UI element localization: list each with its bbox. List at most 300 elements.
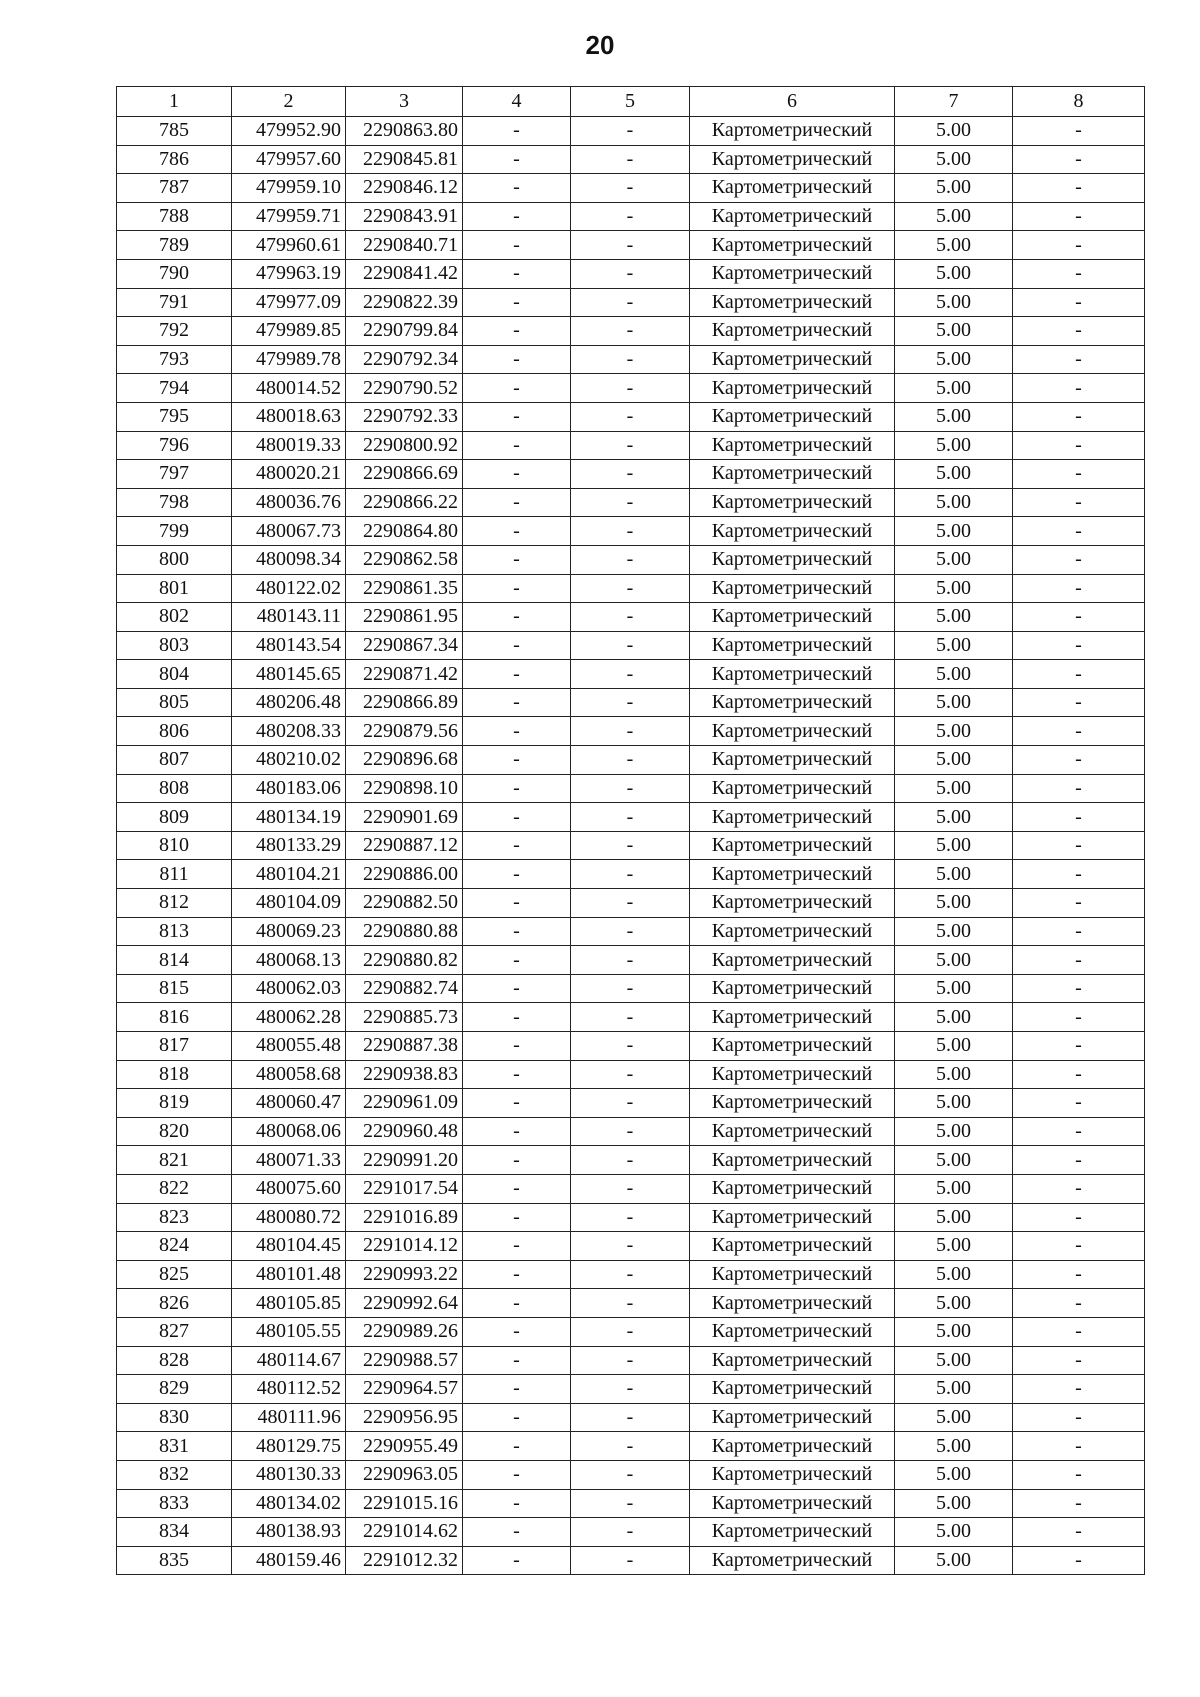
col8-cell: -	[1013, 1518, 1145, 1547]
col4-cell: -	[463, 1146, 571, 1175]
accuracy-cell: 5.00	[895, 1460, 1013, 1489]
method-cell: Картометрический	[690, 746, 895, 775]
col4-cell: -	[463, 603, 571, 632]
method-cell: Картометрический	[690, 317, 895, 346]
accuracy-cell: 5.00	[895, 174, 1013, 203]
point-number-cell: 819	[117, 1089, 232, 1118]
y-coordinate-cell: 2291014.62	[346, 1518, 463, 1547]
col4-cell: -	[463, 374, 571, 403]
table-row	[117, 1032, 1145, 1061]
point-number-cell: 785	[117, 117, 232, 146]
method-cell: Картометрический	[690, 631, 895, 660]
table-row	[117, 974, 1145, 1003]
method-cell: Картометрический	[690, 1346, 895, 1375]
point-number-cell: 820	[117, 1117, 232, 1146]
col8-cell: -	[1013, 1232, 1145, 1261]
col8-cell: -	[1013, 974, 1145, 1003]
y-coordinate-cell: 2290843.91	[346, 202, 463, 231]
col5-cell: -	[571, 259, 690, 288]
col4-cell: -	[463, 145, 571, 174]
y-coordinate-cell: 2290988.57	[346, 1346, 463, 1375]
point-number-cell: 796	[117, 431, 232, 460]
col5-cell: -	[571, 174, 690, 203]
accuracy-cell: 5.00	[895, 1346, 1013, 1375]
accuracy-cell: 5.00	[895, 631, 1013, 660]
col5-cell: -	[571, 345, 690, 374]
col4-cell: -	[463, 259, 571, 288]
col5-cell: -	[571, 889, 690, 918]
table-row	[117, 1232, 1145, 1261]
col4-cell: -	[463, 1403, 571, 1432]
method-cell: Картометрический	[690, 889, 895, 918]
col8-cell: -	[1013, 1032, 1145, 1061]
y-coordinate-cell: 2290956.95	[346, 1403, 463, 1432]
x-coordinate-cell: 480210.02	[232, 746, 346, 775]
method-cell: Картометрический	[690, 1260, 895, 1289]
table-row	[117, 545, 1145, 574]
accuracy-cell: 5.00	[895, 1546, 1013, 1575]
x-coordinate-cell: 480014.52	[232, 374, 346, 403]
column-header: 7	[895, 87, 1013, 117]
point-number-cell: 793	[117, 345, 232, 374]
x-coordinate-cell: 480208.33	[232, 717, 346, 746]
x-coordinate-cell: 479960.61	[232, 231, 346, 260]
point-number-cell: 810	[117, 831, 232, 860]
col5-cell: -	[571, 1432, 690, 1461]
col8-cell: -	[1013, 660, 1145, 689]
x-coordinate-cell: 480062.28	[232, 1003, 346, 1032]
method-cell: Картометрический	[690, 1317, 895, 1346]
point-number-cell: 833	[117, 1489, 232, 1518]
method-cell: Картометрический	[690, 402, 895, 431]
method-cell: Картометрический	[690, 946, 895, 975]
col5-cell: -	[571, 1546, 690, 1575]
method-cell: Картометрический	[690, 259, 895, 288]
y-coordinate-cell: 2290880.82	[346, 946, 463, 975]
x-coordinate-cell: 480159.46	[232, 1546, 346, 1575]
col4-cell: -	[463, 574, 571, 603]
col4-cell: -	[463, 317, 571, 346]
point-number-cell: 831	[117, 1432, 232, 1461]
x-coordinate-cell: 480071.33	[232, 1146, 346, 1175]
col8-cell: -	[1013, 402, 1145, 431]
table-row	[117, 1346, 1145, 1375]
method-cell: Картометрический	[690, 1460, 895, 1489]
method-cell: Картометрический	[690, 1432, 895, 1461]
point-number-cell: 788	[117, 202, 232, 231]
x-coordinate-cell: 480058.68	[232, 1060, 346, 1089]
y-coordinate-cell: 2290879.56	[346, 717, 463, 746]
accuracy-cell: 5.00	[895, 345, 1013, 374]
col4-cell: -	[463, 1260, 571, 1289]
table-row	[117, 1489, 1145, 1518]
x-coordinate-cell: 479989.78	[232, 345, 346, 374]
col5-cell: -	[571, 774, 690, 803]
point-number-cell: 799	[117, 517, 232, 546]
table-row	[117, 460, 1145, 489]
table-row	[117, 1289, 1145, 1318]
y-coordinate-cell: 2290846.12	[346, 174, 463, 203]
point-number-cell: 800	[117, 545, 232, 574]
point-number-cell: 807	[117, 746, 232, 775]
col8-cell: -	[1013, 889, 1145, 918]
method-cell: Картометрический	[690, 545, 895, 574]
accuracy-cell: 5.00	[895, 1289, 1013, 1318]
y-coordinate-cell: 2290866.69	[346, 460, 463, 489]
x-coordinate-cell: 480060.47	[232, 1089, 346, 1118]
col5-cell: -	[571, 917, 690, 946]
method-cell: Картометрический	[690, 431, 895, 460]
col8-cell: -	[1013, 1432, 1145, 1461]
point-number-cell: 828	[117, 1346, 232, 1375]
col8-cell: -	[1013, 345, 1145, 374]
column-header: 6	[690, 87, 895, 117]
table-row	[117, 1260, 1145, 1289]
point-number-cell: 832	[117, 1460, 232, 1489]
table-row	[117, 1460, 1145, 1489]
col4-cell: -	[463, 974, 571, 1003]
col8-cell: -	[1013, 831, 1145, 860]
method-cell: Картометрический	[690, 1289, 895, 1318]
table-row	[117, 345, 1145, 374]
accuracy-cell: 5.00	[895, 1260, 1013, 1289]
table-row	[117, 517, 1145, 546]
coordinates-table	[116, 86, 1145, 1575]
accuracy-cell: 5.00	[895, 717, 1013, 746]
point-number-cell: 802	[117, 603, 232, 632]
accuracy-cell: 5.00	[895, 545, 1013, 574]
table-row	[117, 1089, 1145, 1118]
accuracy-cell: 5.00	[895, 974, 1013, 1003]
method-cell: Картометрический	[690, 717, 895, 746]
col8-cell: -	[1013, 860, 1145, 889]
x-coordinate-cell: 479959.10	[232, 174, 346, 203]
col5-cell: -	[571, 145, 690, 174]
accuracy-cell: 5.00	[895, 1489, 1013, 1518]
method-cell: Картометрический	[690, 1375, 895, 1404]
col8-cell: -	[1013, 717, 1145, 746]
x-coordinate-cell: 480019.33	[232, 431, 346, 460]
method-cell: Картометрический	[690, 1232, 895, 1261]
col4-cell: -	[463, 1174, 571, 1203]
table-row	[117, 631, 1145, 660]
x-coordinate-cell: 479977.09	[232, 288, 346, 317]
col4-cell: -	[463, 1432, 571, 1461]
col5-cell: -	[571, 1346, 690, 1375]
accuracy-cell: 5.00	[895, 917, 1013, 946]
col8-cell: -	[1013, 1117, 1145, 1146]
method-cell: Картометрический	[690, 1032, 895, 1061]
col8-cell: -	[1013, 946, 1145, 975]
x-coordinate-cell: 480206.48	[232, 688, 346, 717]
point-number-cell: 824	[117, 1232, 232, 1261]
col4-cell: -	[463, 345, 571, 374]
col4-cell: -	[463, 1289, 571, 1318]
method-cell: Картометрический	[690, 202, 895, 231]
point-number-cell: 815	[117, 974, 232, 1003]
accuracy-cell: 5.00	[895, 1375, 1013, 1404]
col8-cell: -	[1013, 1146, 1145, 1175]
col8-cell: -	[1013, 259, 1145, 288]
method-cell: Картометрический	[690, 660, 895, 689]
accuracy-cell: 5.00	[895, 1432, 1013, 1461]
method-cell: Картометрический	[690, 974, 895, 1003]
point-number-cell: 812	[117, 889, 232, 918]
method-cell: Картометрический	[690, 688, 895, 717]
col5-cell: -	[571, 1003, 690, 1032]
y-coordinate-cell: 2290864.80	[346, 517, 463, 546]
x-coordinate-cell: 480133.29	[232, 831, 346, 860]
col8-cell: -	[1013, 117, 1145, 146]
table-row	[117, 1146, 1145, 1175]
table-row	[117, 145, 1145, 174]
accuracy-cell: 5.00	[895, 1403, 1013, 1432]
x-coordinate-cell: 480143.54	[232, 631, 346, 660]
x-coordinate-cell: 480055.48	[232, 1032, 346, 1061]
column-header: 4	[463, 87, 571, 117]
method-cell: Картометрический	[690, 1146, 895, 1175]
col4-cell: -	[463, 631, 571, 660]
col4-cell: -	[463, 889, 571, 918]
method-cell: Картометрический	[690, 1403, 895, 1432]
method-cell: Картометрический	[690, 774, 895, 803]
y-coordinate-cell: 2291012.32	[346, 1546, 463, 1575]
col4-cell: -	[463, 117, 571, 146]
x-coordinate-cell: 480068.13	[232, 946, 346, 975]
col5-cell: -	[571, 1032, 690, 1061]
method-cell: Картометрический	[690, 1489, 895, 1518]
y-coordinate-cell: 2290866.22	[346, 488, 463, 517]
col8-cell: -	[1013, 145, 1145, 174]
y-coordinate-cell: 2291017.54	[346, 1174, 463, 1203]
accuracy-cell: 5.00	[895, 574, 1013, 603]
point-number-cell: 811	[117, 860, 232, 889]
point-number-cell: 835	[117, 1546, 232, 1575]
table-row	[117, 917, 1145, 946]
col5-cell: -	[571, 574, 690, 603]
method-cell: Картометрический	[690, 1117, 895, 1146]
table-body	[117, 117, 1145, 1575]
x-coordinate-cell: 480080.72	[232, 1203, 346, 1232]
y-coordinate-cell: 2290887.12	[346, 831, 463, 860]
x-coordinate-cell: 480183.06	[232, 774, 346, 803]
col5-cell: -	[571, 517, 690, 546]
accuracy-cell: 5.00	[895, 1117, 1013, 1146]
col8-cell: -	[1013, 803, 1145, 832]
accuracy-cell: 5.00	[895, 317, 1013, 346]
col5-cell: -	[571, 317, 690, 346]
col8-cell: -	[1013, 1003, 1145, 1032]
column-header: 1	[117, 87, 232, 117]
point-number-cell: 822	[117, 1174, 232, 1203]
point-number-cell: 806	[117, 717, 232, 746]
accuracy-cell: 5.00	[895, 1174, 1013, 1203]
accuracy-cell: 5.00	[895, 860, 1013, 889]
table-row	[117, 946, 1145, 975]
point-number-cell: 817	[117, 1032, 232, 1061]
accuracy-cell: 5.00	[895, 231, 1013, 260]
col4-cell: -	[463, 517, 571, 546]
y-coordinate-cell: 2290885.73	[346, 1003, 463, 1032]
col5-cell: -	[571, 803, 690, 832]
table-row	[117, 1117, 1145, 1146]
method-cell: Картометрический	[690, 1089, 895, 1118]
table-row	[117, 1174, 1145, 1203]
table-row	[117, 688, 1145, 717]
col4-cell: -	[463, 1117, 571, 1146]
y-coordinate-cell: 2290955.49	[346, 1432, 463, 1461]
col4-cell: -	[463, 1032, 571, 1061]
col4-cell: -	[463, 1346, 571, 1375]
table-row	[117, 574, 1145, 603]
col5-cell: -	[571, 545, 690, 574]
col5-cell: -	[571, 1460, 690, 1489]
col8-cell: -	[1013, 545, 1145, 574]
accuracy-cell: 5.00	[895, 460, 1013, 489]
y-coordinate-cell: 2290991.20	[346, 1146, 463, 1175]
col5-cell: -	[571, 688, 690, 717]
accuracy-cell: 5.00	[895, 374, 1013, 403]
col5-cell: -	[571, 717, 690, 746]
method-cell: Картометрический	[690, 1174, 895, 1203]
col8-cell: -	[1013, 1060, 1145, 1089]
method-cell: Картометрический	[690, 374, 895, 403]
col4-cell: -	[463, 831, 571, 860]
x-coordinate-cell: 480069.23	[232, 917, 346, 946]
accuracy-cell: 5.00	[895, 1060, 1013, 1089]
col8-cell: -	[1013, 1089, 1145, 1118]
y-coordinate-cell: 2290887.38	[346, 1032, 463, 1061]
col4-cell: -	[463, 946, 571, 975]
table-row	[117, 1432, 1145, 1461]
table-row	[117, 431, 1145, 460]
col4-cell: -	[463, 1489, 571, 1518]
accuracy-cell: 5.00	[895, 402, 1013, 431]
point-number-cell: 792	[117, 317, 232, 346]
col8-cell: -	[1013, 374, 1145, 403]
accuracy-cell: 5.00	[895, 1003, 1013, 1032]
col5-cell: -	[571, 460, 690, 489]
table-row	[117, 259, 1145, 288]
y-coordinate-cell: 2290792.34	[346, 345, 463, 374]
y-coordinate-cell: 2290871.42	[346, 660, 463, 689]
col4-cell: -	[463, 1375, 571, 1404]
method-cell: Картометрический	[690, 1060, 895, 1089]
method-cell: Картометрический	[690, 860, 895, 889]
col5-cell: -	[571, 1289, 690, 1318]
table-row	[117, 1403, 1145, 1432]
y-coordinate-cell: 2290882.50	[346, 889, 463, 918]
accuracy-cell: 5.00	[895, 889, 1013, 918]
column-header: 2	[232, 87, 346, 117]
col8-cell: -	[1013, 288, 1145, 317]
point-number-cell: 798	[117, 488, 232, 517]
point-number-cell: 809	[117, 803, 232, 832]
method-cell: Картометрический	[690, 231, 895, 260]
accuracy-cell: 5.00	[895, 202, 1013, 231]
y-coordinate-cell: 2290863.80	[346, 117, 463, 146]
x-coordinate-cell: 480104.21	[232, 860, 346, 889]
col5-cell: -	[571, 1203, 690, 1232]
table-row	[117, 231, 1145, 260]
page-number: 20	[585, 30, 615, 60]
col5-cell: -	[571, 860, 690, 889]
table-row	[117, 603, 1145, 632]
point-number-cell: 801	[117, 574, 232, 603]
column-header: 3	[346, 87, 463, 117]
accuracy-cell: 5.00	[895, 1089, 1013, 1118]
col8-cell: -	[1013, 917, 1145, 946]
col8-cell: -	[1013, 1289, 1145, 1318]
x-coordinate-cell: 479959.71	[232, 202, 346, 231]
col5-cell: -	[571, 660, 690, 689]
y-coordinate-cell: 2290800.92	[346, 431, 463, 460]
col5-cell: -	[571, 1403, 690, 1432]
col5-cell: -	[571, 1174, 690, 1203]
method-cell: Картометрический	[690, 917, 895, 946]
col4-cell: -	[463, 1203, 571, 1232]
col4-cell: -	[463, 174, 571, 203]
col5-cell: -	[571, 374, 690, 403]
point-number-cell: 821	[117, 1146, 232, 1175]
column-header: 5	[571, 87, 690, 117]
x-coordinate-cell: 480114.67	[232, 1346, 346, 1375]
x-coordinate-cell: 480145.65	[232, 660, 346, 689]
accuracy-cell: 5.00	[895, 803, 1013, 832]
col8-cell: -	[1013, 774, 1145, 803]
col5-cell: -	[571, 831, 690, 860]
y-coordinate-cell: 2290896.68	[346, 746, 463, 775]
accuracy-cell: 5.00	[895, 774, 1013, 803]
y-coordinate-cell: 2290964.57	[346, 1375, 463, 1404]
x-coordinate-cell: 480130.33	[232, 1460, 346, 1489]
col4-cell: -	[463, 1060, 571, 1089]
col8-cell: -	[1013, 317, 1145, 346]
point-number-cell: 805	[117, 688, 232, 717]
col8-cell: -	[1013, 1546, 1145, 1575]
x-coordinate-cell: 480112.52	[232, 1375, 346, 1404]
method-cell: Картометрический	[690, 460, 895, 489]
table-row	[117, 402, 1145, 431]
col4-cell: -	[463, 1546, 571, 1575]
col5-cell: -	[571, 1232, 690, 1261]
col4-cell: -	[463, 746, 571, 775]
accuracy-cell: 5.00	[895, 746, 1013, 775]
col8-cell: -	[1013, 1403, 1145, 1432]
x-coordinate-cell: 479957.60	[232, 145, 346, 174]
col4-cell: -	[463, 860, 571, 889]
col5-cell: -	[571, 431, 690, 460]
col8-cell: -	[1013, 603, 1145, 632]
col5-cell: -	[571, 746, 690, 775]
col5-cell: -	[571, 1089, 690, 1118]
col8-cell: -	[1013, 488, 1145, 517]
method-cell: Картометрический	[690, 174, 895, 203]
accuracy-cell: 5.00	[895, 431, 1013, 460]
point-number-cell: 787	[117, 174, 232, 203]
method-cell: Картометрический	[690, 488, 895, 517]
point-number-cell: 797	[117, 460, 232, 489]
accuracy-cell: 5.00	[895, 259, 1013, 288]
x-coordinate-cell: 480105.55	[232, 1317, 346, 1346]
accuracy-cell: 5.00	[895, 1203, 1013, 1232]
method-cell: Картометрический	[690, 803, 895, 832]
col4-cell: -	[463, 202, 571, 231]
col5-cell: -	[571, 202, 690, 231]
point-number-cell: 816	[117, 1003, 232, 1032]
method-cell: Картометрический	[690, 117, 895, 146]
method-cell: Картометрический	[690, 603, 895, 632]
